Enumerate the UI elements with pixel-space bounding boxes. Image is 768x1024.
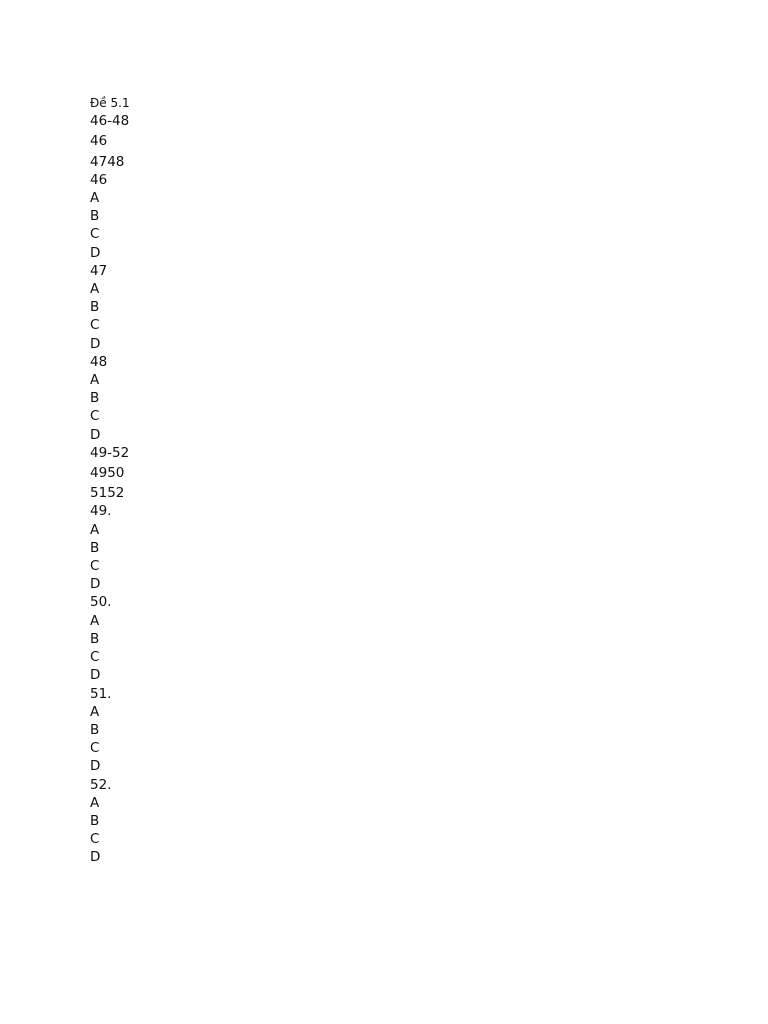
passage-line (90, 462, 682, 482)
answer-option[interactable] (90, 426, 682, 444)
question-number: 52. (90, 776, 112, 793)
option-letter: D (90, 335, 101, 352)
question-number: 48 (90, 353, 108, 370)
answer-option[interactable] (90, 848, 682, 866)
answer-option[interactable] (90, 721, 682, 739)
option-letter: C (90, 558, 100, 575)
option-letter: A (90, 521, 100, 538)
passage-blank-number: 51 (90, 485, 108, 502)
passage-paragraph (90, 462, 682, 502)
passage-line (90, 151, 682, 171)
option-letter: D (90, 849, 101, 866)
answer-option[interactable] (90, 189, 682, 207)
question-groups (90, 112, 682, 866)
option-letter: C (90, 226, 100, 243)
answer-option[interactable] (90, 666, 682, 684)
passage-blank-number: 48 (107, 153, 125, 170)
option-letter: D (90, 426, 101, 443)
question-number: 49. (90, 503, 112, 520)
option-letter: C (90, 408, 100, 425)
answer-option[interactable] (90, 830, 682, 848)
answer-option[interactable] (90, 521, 682, 539)
option-letter: B (90, 539, 100, 556)
option-letter: D (90, 667, 101, 684)
answer-option[interactable] (90, 407, 682, 425)
passage-blank-number: 46 (90, 133, 108, 150)
option-letter: D (90, 758, 101, 775)
option-letter: C (90, 831, 100, 848)
answer-option[interactable] (90, 335, 682, 353)
passage-blank-number: 47 (90, 153, 108, 170)
question-number: 51. (90, 685, 112, 702)
question-group (90, 444, 682, 867)
option-letter: A (90, 281, 100, 298)
passage-paragraph (90, 130, 682, 170)
answer-option[interactable] (90, 389, 682, 407)
answer-option[interactable] (90, 812, 682, 830)
option-letter: C (90, 740, 100, 757)
answer-option[interactable] (90, 648, 682, 666)
document-page (90, 94, 682, 867)
passage-line (90, 130, 682, 150)
answer-option[interactable] (90, 739, 682, 757)
option-letter: A (90, 703, 100, 720)
answer-option[interactable] (90, 280, 682, 298)
answer-option[interactable] (90, 316, 682, 334)
answer-option[interactable] (90, 575, 682, 593)
option-letter: C (90, 649, 100, 666)
document-title: Đề 5.1 (90, 96, 130, 110)
option-letter: B (90, 208, 100, 225)
passage-line (90, 482, 682, 502)
answer-option[interactable] (90, 298, 682, 316)
question-number: 50. (90, 594, 112, 611)
option-letter: D (90, 576, 101, 593)
passage-blank-number: 49 (90, 465, 108, 482)
option-letter: B (90, 630, 100, 647)
option-letter: B (90, 721, 100, 738)
option-letter: A (90, 372, 100, 389)
option-letter: B (90, 812, 100, 829)
answer-option[interactable] (90, 244, 682, 262)
answer-option[interactable] (90, 539, 682, 557)
option-letter: D (90, 244, 101, 261)
passage-blank-number: 52 (107, 485, 125, 502)
passage-blank-number: 50 (107, 465, 125, 482)
answer-option[interactable] (90, 371, 682, 389)
group-label: 49-52 (90, 444, 130, 461)
group-label: 46-48 (90, 113, 130, 130)
option-letter: A (90, 190, 100, 207)
answer-option[interactable] (90, 794, 682, 812)
answer-option[interactable] (90, 557, 682, 575)
question-number: 47 (90, 262, 108, 279)
question-group (90, 112, 682, 444)
option-letter: B (90, 390, 100, 407)
answer-option[interactable] (90, 630, 682, 648)
option-letter: A (90, 794, 100, 811)
option-letter: B (90, 299, 100, 316)
answer-option[interactable] (90, 757, 682, 775)
answer-option[interactable] (90, 225, 682, 243)
option-letter: C (90, 317, 100, 334)
answer-option[interactable] (90, 703, 682, 721)
answer-option[interactable] (90, 612, 682, 630)
option-letter: A (90, 612, 100, 629)
question-number: 46 (90, 171, 108, 188)
answer-option[interactable] (90, 207, 682, 225)
